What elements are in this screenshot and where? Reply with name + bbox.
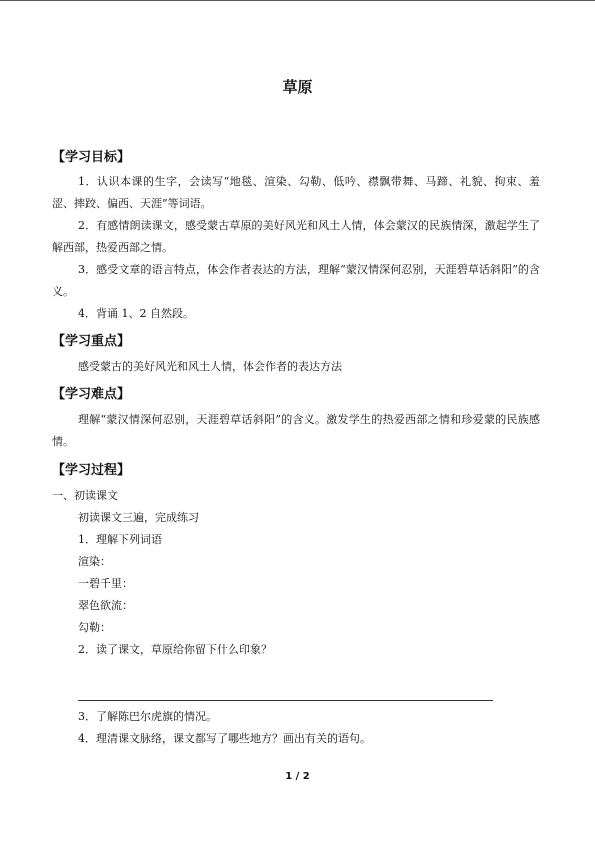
word-item: 勾勒：: [78, 621, 111, 634]
word-item: 翠色欲流：: [78, 599, 133, 612]
process-heading: 【学习过程】: [52, 463, 131, 478]
goals-heading: 【学习目标】: [52, 150, 131, 165]
goal-item-3: 3．感受文章的语言特点，体会作者表达的方法，理解“蒙汉情深何忍别，天涯碧草话斜阳”的含义。: [52, 263, 540, 298]
page-title: 草原: [282, 78, 313, 96]
word-item: 一碧千里：: [78, 577, 133, 590]
question-4: 4．理清课文脉络，课文都写了哪些地方？画出有关的语句。: [78, 732, 371, 745]
key-points-text: 感受蒙古的美好风光和风土人情，体会作者的表达方法: [78, 360, 342, 373]
section-initial-reading: 一、初读课文: [52, 489, 118, 502]
top-border-line: [0, 0, 595, 1]
goal-item-4: 4．背诵 1、2 自然段。: [78, 307, 194, 320]
goal-item-1: 1．认识本课的生字，会读写“地毯、渲染、勾勒、低吟、襟飘带舞、马蹄、礼貌、拘束、羞涩、摔跤、偏西、天涯”等词语。: [52, 175, 540, 210]
goal-item-2: 2．有感情朗读课文，感受蒙古草原的美好风光和风土人情，体会蒙汉的民族情深，激起学生了解西部，热爱西部之情。: [52, 219, 540, 254]
page-number: 1 / 2: [285, 771, 310, 782]
question-3: 3．了解陈巴尔虎旗的情况。: [78, 710, 217, 723]
reading-instruction: 初读课文三遍，完成练习: [78, 511, 199, 524]
difficulties-heading: 【学习难点】: [52, 387, 131, 402]
question-1: 1．理解下列词语: [78, 533, 162, 546]
answer-line: [78, 700, 493, 701]
key-points-heading: 【学习重点】: [52, 334, 131, 349]
difficulties-text: 理解“蒙汉情深何忍别，天涯碧草话斜阳”的含义。激发学生的热爱西部之情和珍爱蒙的民族感情。: [52, 413, 540, 448]
question-2: 2．读了课文，草原给你留下什么印象？: [78, 643, 272, 656]
word-item: 渲染：: [78, 555, 111, 568]
